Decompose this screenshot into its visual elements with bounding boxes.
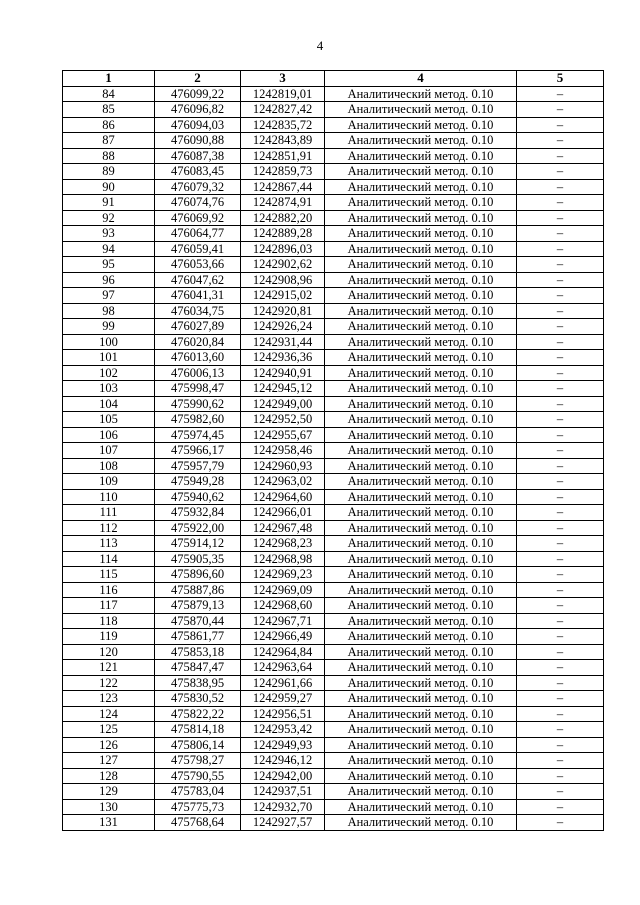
x-coordinate-cell: 475790,55 [155,768,241,784]
point-number-cell: 108 [63,458,155,474]
y-coordinate-cell: 1242959,27 [241,691,325,707]
point-number-cell: 118 [63,613,155,629]
y-coordinate-cell: 1242920,81 [241,303,325,319]
header-cell-method: 4 [325,71,517,87]
y-coordinate-cell: 1242851,91 [241,148,325,164]
method-cell: Аналитический метод. 0.10 [325,303,517,319]
description-cell: – [517,319,604,335]
point-number-cell: 86 [63,117,155,133]
table-row [63,164,604,180]
y-coordinate-cell: 1242945,12 [241,381,325,397]
description-cell: – [517,505,604,521]
description-cell: – [517,381,604,397]
method-cell: Аналитический метод. 0.10 [325,396,517,412]
x-coordinate-cell: 476006,13 [155,365,241,381]
table-row [63,815,604,831]
x-coordinate-cell: 475949,28 [155,474,241,490]
y-coordinate-cell: 1242936,36 [241,350,325,366]
point-number-cell: 119 [63,629,155,645]
method-cell: Аналитический метод. 0.10 [325,660,517,676]
y-coordinate-cell: 1242819,01 [241,86,325,102]
description-cell: – [517,474,604,490]
x-coordinate-cell: 476027,89 [155,319,241,335]
description-cell: – [517,288,604,304]
method-cell: Аналитический метод. 0.10 [325,272,517,288]
table-row [63,257,604,273]
point-number-cell: 125 [63,722,155,738]
table-row [63,102,604,118]
x-coordinate-cell: 476090,88 [155,133,241,149]
y-coordinate-cell: 1242969,23 [241,567,325,583]
table-row [63,784,604,800]
description-cell: – [517,427,604,443]
x-coordinate-cell: 476059,41 [155,241,241,257]
y-coordinate-cell: 1242967,71 [241,613,325,629]
table-row [63,582,604,598]
x-coordinate-cell: 475932,84 [155,505,241,521]
description-cell: – [517,303,604,319]
point-number-cell: 114 [63,551,155,567]
point-number-cell: 123 [63,691,155,707]
description-cell: – [517,520,604,536]
y-coordinate-cell: 1242966,49 [241,629,325,645]
y-coordinate-cell: 1242958,46 [241,443,325,459]
table-row [63,551,604,567]
y-coordinate-cell: 1242902,62 [241,257,325,273]
method-cell: Аналитический метод. 0.10 [325,334,517,350]
method-cell: Аналитический метод. 0.10 [325,505,517,521]
method-cell: Аналитический метод. 0.10 [325,613,517,629]
table-row [63,799,604,815]
y-coordinate-cell: 1242952,50 [241,412,325,428]
point-number-cell: 96 [63,272,155,288]
point-number-cell: 89 [63,164,155,180]
point-number-cell: 127 [63,753,155,769]
x-coordinate-cell: 475822,22 [155,706,241,722]
description-cell: – [517,86,604,102]
y-coordinate-cell: 1242940,91 [241,365,325,381]
y-coordinate-cell: 1242859,73 [241,164,325,180]
x-coordinate-cell: 475830,52 [155,691,241,707]
description-cell: – [517,412,604,428]
description-cell: – [517,489,604,505]
method-cell: Аналитический метод. 0.10 [325,288,517,304]
point-number-cell: 97 [63,288,155,304]
y-coordinate-cell: 1242908,96 [241,272,325,288]
y-coordinate-cell: 1242827,42 [241,102,325,118]
description-cell: – [517,195,604,211]
method-cell: Аналитический метод. 0.10 [325,381,517,397]
method-cell: Аналитический метод. 0.10 [325,350,517,366]
y-coordinate-cell: 1242882,20 [241,210,325,226]
y-coordinate-cell: 1242956,51 [241,706,325,722]
method-cell: Аналитический метод. 0.10 [325,706,517,722]
point-number-cell: 92 [63,210,155,226]
point-number-cell: 109 [63,474,155,490]
y-coordinate-cell: 1242949,00 [241,396,325,412]
table-row [63,489,604,505]
table-row [63,675,604,691]
point-number-cell: 85 [63,102,155,118]
method-cell: Аналитический метод. 0.10 [325,210,517,226]
table-row [63,598,604,614]
description-cell: – [517,458,604,474]
x-coordinate-cell: 476099,22 [155,86,241,102]
method-cell: Аналитический метод. 0.10 [325,195,517,211]
x-coordinate-cell: 475974,45 [155,427,241,443]
method-cell: Аналитический метод. 0.10 [325,520,517,536]
table-row [63,443,604,459]
table-row [63,195,604,211]
y-coordinate-cell: 1242964,60 [241,489,325,505]
method-cell: Аналитический метод. 0.10 [325,675,517,691]
table-row [63,753,604,769]
y-coordinate-cell: 1242896,03 [241,241,325,257]
x-coordinate-cell: 476034,75 [155,303,241,319]
method-cell: Аналитический метод. 0.10 [325,799,517,815]
y-coordinate-cell: 1242932,70 [241,799,325,815]
header-cell-point-number: 1 [63,71,155,87]
x-coordinate-cell: 476083,45 [155,164,241,180]
description-cell: – [517,582,604,598]
y-coordinate-cell: 1242874,91 [241,195,325,211]
table-row [63,536,604,552]
x-coordinate-cell: 475914,12 [155,536,241,552]
table-row [63,365,604,381]
description-cell: – [517,164,604,180]
method-cell: Аналитический метод. 0.10 [325,784,517,800]
x-coordinate-cell: 476087,38 [155,148,241,164]
point-number-cell: 93 [63,226,155,242]
method-cell: Аналитический метод. 0.10 [325,86,517,102]
description-cell: – [517,799,604,815]
y-coordinate-cell: 1242968,23 [241,536,325,552]
table-row [63,520,604,536]
table-row [63,288,604,304]
y-coordinate-cell: 1242867,44 [241,179,325,195]
point-number-cell: 103 [63,381,155,397]
point-number-cell: 126 [63,737,155,753]
method-cell: Аналитический метод. 0.10 [325,536,517,552]
x-coordinate-cell: 475982,60 [155,412,241,428]
method-cell: Аналитический метод. 0.10 [325,133,517,149]
point-number-cell: 121 [63,660,155,676]
method-cell: Аналитический метод. 0.10 [325,815,517,831]
method-cell: Аналитический метод. 0.10 [325,629,517,645]
method-cell: Аналитический метод. 0.10 [325,768,517,784]
method-cell: Аналитический метод. 0.10 [325,582,517,598]
table-row [63,396,604,412]
method-cell: Аналитический метод. 0.10 [325,443,517,459]
table-row [63,458,604,474]
point-number-cell: 106 [63,427,155,443]
y-coordinate-cell: 1242946,12 [241,753,325,769]
x-coordinate-cell: 476064,77 [155,226,241,242]
y-coordinate-cell: 1242968,98 [241,551,325,567]
method-cell: Аналитический метод. 0.10 [325,427,517,443]
table-row [63,272,604,288]
point-number-cell: 113 [63,536,155,552]
method-cell: Аналитический метод. 0.10 [325,365,517,381]
table-row [63,350,604,366]
x-coordinate-cell: 475905,35 [155,551,241,567]
point-number-cell: 111 [63,505,155,521]
table-row [63,86,604,102]
x-coordinate-cell: 476047,62 [155,272,241,288]
table-row [63,691,604,707]
y-coordinate-cell: 1242927,57 [241,815,325,831]
x-coordinate-cell: 475861,77 [155,629,241,645]
description-cell: – [517,737,604,753]
point-number-cell: 122 [63,675,155,691]
x-coordinate-cell: 475879,13 [155,598,241,614]
x-coordinate-cell: 475957,79 [155,458,241,474]
x-coordinate-cell: 475990,62 [155,396,241,412]
header-cell-y: 3 [241,71,325,87]
table-row [63,567,604,583]
method-cell: Аналитический метод. 0.10 [325,179,517,195]
table-row [63,334,604,350]
description-cell: – [517,567,604,583]
description-cell: – [517,551,604,567]
x-coordinate-cell: 476079,32 [155,179,241,195]
point-number-cell: 124 [63,706,155,722]
point-number-cell: 98 [63,303,155,319]
table-header-row [63,71,604,87]
table-row [63,241,604,257]
description-cell: – [517,660,604,676]
method-cell: Аналитический метод. 0.10 [325,164,517,180]
y-coordinate-cell: 1242955,67 [241,427,325,443]
method-cell: Аналитический метод. 0.10 [325,117,517,133]
table-row [63,737,604,753]
point-number-cell: 117 [63,598,155,614]
method-cell: Аналитический метод. 0.10 [325,489,517,505]
x-coordinate-cell: 475922,00 [155,520,241,536]
x-coordinate-cell: 475966,17 [155,443,241,459]
method-cell: Аналитический метод. 0.10 [325,691,517,707]
x-coordinate-cell: 475838,95 [155,675,241,691]
point-number-cell: 107 [63,443,155,459]
point-number-cell: 90 [63,179,155,195]
x-coordinate-cell: 476074,76 [155,195,241,211]
x-coordinate-cell: 476096,82 [155,102,241,118]
description-cell: – [517,706,604,722]
table-row [63,179,604,195]
method-cell: Аналитический метод. 0.10 [325,148,517,164]
point-number-cell: 112 [63,520,155,536]
x-coordinate-cell: 475847,47 [155,660,241,676]
table-row [63,117,604,133]
method-cell: Аналитический метод. 0.10 [325,474,517,490]
description-cell: – [517,257,604,273]
point-number-cell: 99 [63,319,155,335]
x-coordinate-cell: 475870,44 [155,613,241,629]
point-number-cell: 105 [63,412,155,428]
description-cell: – [517,210,604,226]
y-coordinate-cell: 1242915,02 [241,288,325,304]
method-cell: Аналитический метод. 0.10 [325,458,517,474]
y-coordinate-cell: 1242889,28 [241,226,325,242]
x-coordinate-cell: 476041,31 [155,288,241,304]
point-number-cell: 120 [63,644,155,660]
description-cell: – [517,365,604,381]
description-cell: – [517,133,604,149]
table-row [63,768,604,784]
x-coordinate-cell: 475768,64 [155,815,241,831]
table-row [63,133,604,149]
method-cell: Аналитический метод. 0.10 [325,598,517,614]
y-coordinate-cell: 1242967,48 [241,520,325,536]
point-number-cell: 100 [63,334,155,350]
method-cell: Аналитический метод. 0.10 [325,753,517,769]
table-row [63,381,604,397]
method-cell: Аналитический метод. 0.10 [325,737,517,753]
coordinates-table [62,70,604,831]
table-row [63,505,604,521]
table-row [63,226,604,242]
y-coordinate-cell: 1242960,93 [241,458,325,474]
description-cell: – [517,598,604,614]
point-number-cell: 102 [63,365,155,381]
x-coordinate-cell: 475887,86 [155,582,241,598]
description-cell: – [517,536,604,552]
description-cell: – [517,815,604,831]
y-coordinate-cell: 1242969,09 [241,582,325,598]
x-coordinate-cell: 475853,18 [155,644,241,660]
table-row [63,706,604,722]
description-cell: – [517,396,604,412]
method-cell: Аналитический метод. 0.10 [325,644,517,660]
x-coordinate-cell: 476013,60 [155,350,241,366]
point-number-cell: 104 [63,396,155,412]
x-coordinate-cell: 476020,84 [155,334,241,350]
header-cell-x: 2 [155,71,241,87]
y-coordinate-cell: 1242968,60 [241,598,325,614]
description-cell: – [517,350,604,366]
method-cell: Аналитический метод. 0.10 [325,226,517,242]
description-cell: – [517,722,604,738]
table-row [63,319,604,335]
description-cell: – [517,226,604,242]
method-cell: Аналитический метод. 0.10 [325,412,517,428]
description-cell: – [517,443,604,459]
x-coordinate-cell: 475783,04 [155,784,241,800]
table-row [63,303,604,319]
point-number-cell: 95 [63,257,155,273]
point-number-cell: 88 [63,148,155,164]
y-coordinate-cell: 1242963,02 [241,474,325,490]
y-coordinate-cell: 1242963,64 [241,660,325,676]
point-number-cell: 115 [63,567,155,583]
table-row [63,644,604,660]
y-coordinate-cell: 1242964,84 [241,644,325,660]
table-row [63,412,604,428]
y-coordinate-cell: 1242843,89 [241,133,325,149]
description-cell: – [517,784,604,800]
point-number-cell: 84 [63,86,155,102]
description-cell: – [517,117,604,133]
y-coordinate-cell: 1242835,72 [241,117,325,133]
y-coordinate-cell: 1242931,44 [241,334,325,350]
y-coordinate-cell: 1242942,00 [241,768,325,784]
description-cell: – [517,272,604,288]
point-number-cell: 128 [63,768,155,784]
x-coordinate-cell: 475896,60 [155,567,241,583]
method-cell: Аналитический метод. 0.10 [325,551,517,567]
description-cell: – [517,179,604,195]
description-cell: – [517,102,604,118]
x-coordinate-cell: 475940,62 [155,489,241,505]
description-cell: – [517,629,604,645]
x-coordinate-cell: 475798,27 [155,753,241,769]
x-coordinate-cell: 476053,66 [155,257,241,273]
y-coordinate-cell: 1242949,93 [241,737,325,753]
table-row [63,722,604,738]
point-number-cell: 94 [63,241,155,257]
x-coordinate-cell: 476069,92 [155,210,241,226]
description-cell: – [517,768,604,784]
method-cell: Аналитический метод. 0.10 [325,567,517,583]
method-cell: Аналитический метод. 0.10 [325,722,517,738]
description-cell: – [517,753,604,769]
table-row [63,629,604,645]
description-cell: – [517,613,604,629]
description-cell: – [517,241,604,257]
point-number-cell: 91 [63,195,155,211]
header-cell-description: 5 [517,71,604,87]
point-number-cell: 129 [63,784,155,800]
description-cell: – [517,644,604,660]
point-number-cell: 116 [63,582,155,598]
table-row [63,613,604,629]
description-cell: – [517,675,604,691]
table-row [63,474,604,490]
y-coordinate-cell: 1242926,24 [241,319,325,335]
description-cell: – [517,148,604,164]
y-coordinate-cell: 1242953,42 [241,722,325,738]
table-row [63,660,604,676]
method-cell: Аналитический метод. 0.10 [325,102,517,118]
y-coordinate-cell: 1242937,51 [241,784,325,800]
description-cell: – [517,334,604,350]
method-cell: Аналитический метод. 0.10 [325,319,517,335]
page-number: 4 [316,38,324,53]
y-coordinate-cell: 1242961,66 [241,675,325,691]
x-coordinate-cell: 476094,03 [155,117,241,133]
method-cell: Аналитический метод. 0.10 [325,257,517,273]
x-coordinate-cell: 475806,14 [155,737,241,753]
table-row [63,148,604,164]
x-coordinate-cell: 475775,73 [155,799,241,815]
table-row [63,210,604,226]
x-coordinate-cell: 475814,18 [155,722,241,738]
point-number-cell: 87 [63,133,155,149]
x-coordinate-cell: 475998,47 [155,381,241,397]
table-body [63,86,604,830]
table-row [63,427,604,443]
method-cell: Аналитический метод. 0.10 [325,241,517,257]
description-cell: – [517,691,604,707]
point-number-cell: 130 [63,799,155,815]
y-coordinate-cell: 1242966,01 [241,505,325,521]
point-number-cell: 131 [63,815,155,831]
point-number-cell: 101 [63,350,155,366]
point-number-cell: 110 [63,489,155,505]
